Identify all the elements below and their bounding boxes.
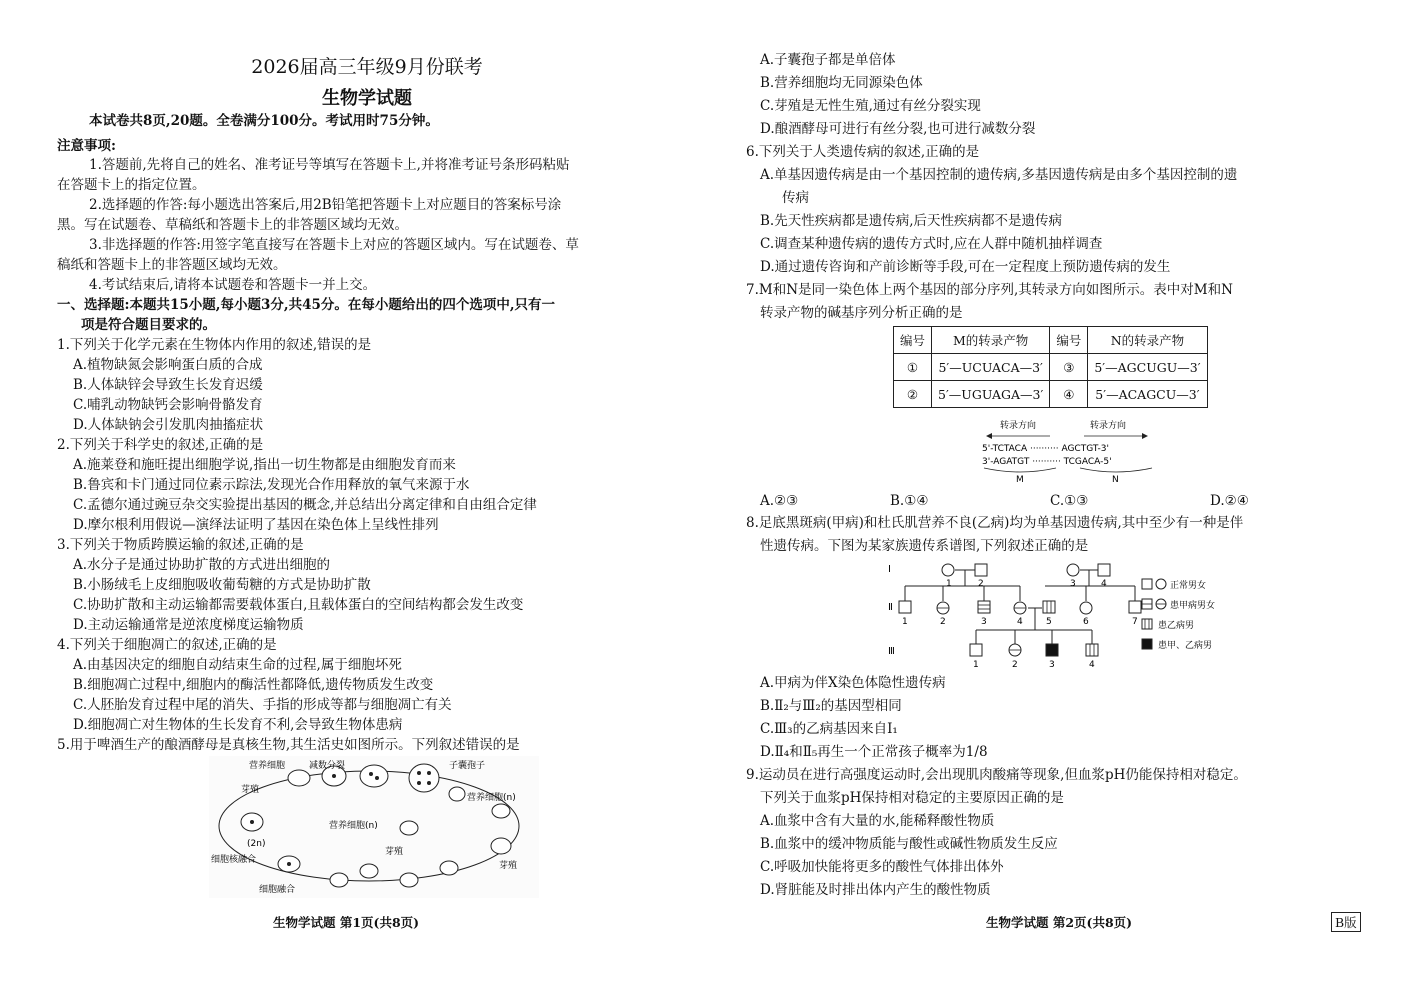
transcription-direction-label: 转录方向 (1000, 421, 1037, 431)
page-footer: 生物学试题 第1页(共8页) (273, 915, 420, 930)
q7-table (893, 326, 1208, 408)
option: A.②③ (760, 493, 799, 509)
fig5-label: 细胞融合 (259, 885, 296, 895)
page-footer: 生物学试题 第2页(共8页) (986, 915, 1133, 930)
option: B.细胞凋亡过程中,细胞内的酶活性都降低,遗传物质发生改变 (73, 677, 434, 693)
option: B.鲁宾和卡门通过同位素示踪法,发现光合作用释放的氧气来源于水 (73, 477, 470, 493)
option: D.人体缺钠会引发肌肉抽搐症状 (73, 417, 264, 433)
gene-label: M (1016, 475, 1024, 485)
pedigree-num: 1 (902, 617, 908, 627)
fig5-label: 芽殖 (241, 785, 260, 795)
option: C.协助扩散和主动运输都需要载体蛋白,且载体蛋白的空间结构都会发生改变 (73, 597, 524, 613)
table-cell: 5′—UCUACA—3′ (932, 354, 1050, 381)
yeast-life-cycle-figure (209, 756, 539, 898)
exam-info: 本试卷共8页,20题。全卷满分100分。考试用时75分钟。 (89, 113, 439, 129)
option: D.细胞凋亡对生物体的生长发育不利,会导致生物体患病 (73, 717, 403, 733)
table-cell: ① (894, 354, 932, 381)
pedigree-num: 7 (1132, 617, 1138, 627)
option: D.摩尔根利用假说—演绎法证明了基因在染色体上呈线性排列 (73, 517, 439, 533)
option: A.单基因遗传病是由一个基因控制的遗传病,多基因遗传病是由多个基因控制的遗 (760, 167, 1238, 183)
option: A.植物缺氮会影响蛋白质的合成 (73, 357, 263, 373)
notice-line: 稿纸和答题卡上的非答题区域均无效。 (57, 257, 287, 273)
fig5-label: 减数分裂 (309, 761, 346, 771)
generation-label: Ⅰ (888, 564, 891, 575)
question-stem: 3.下列关于物质跨膜运输的叙述,正确的是 (57, 537, 304, 553)
generation-label: Ⅲ (888, 646, 895, 657)
option: B.①④ (890, 493, 929, 509)
notice-line: 1.答题前,先将自己的姓名、准考证号等填写在答题卡上,并将准考证号条形码粘贴 (89, 157, 570, 173)
fig5-label: 营养细胞(n) (329, 821, 378, 831)
version-badge: B版 (1331, 912, 1361, 932)
pedigree-num: 4 (1101, 579, 1107, 589)
table-cell: 5′—ACAGCU—3′ (1088, 381, 1207, 408)
option: D.肾脏能及时排出体内产生的酸性物质 (760, 882, 991, 898)
pedigree-num: 1 (946, 579, 952, 589)
table-header: N的转录产物 (1088, 327, 1207, 354)
option: C.Ⅲ₃的乙病基因来自Ⅰ₁ (760, 721, 898, 737)
pedigree-figure (880, 558, 1240, 668)
table-cell: 5′—UGUAGA—3′ (932, 381, 1050, 408)
pedigree-num: 2 (940, 617, 946, 627)
pedigree-num: 3 (981, 617, 987, 627)
dna-strand-bottom: 3'-AGATGT ·········· TCGACA-5' (982, 457, 1112, 467)
notice-line: 4.考试结束后,请将本试题卷和答题卡一并上交。 (89, 277, 377, 293)
gene-label: N (1112, 475, 1119, 485)
pedigree-num: 6 (1083, 617, 1089, 627)
table-cell: ② (894, 381, 932, 408)
option: A.由基因决定的细胞自动结束生命的过程,属于细胞坏死 (73, 657, 402, 673)
option: B.营养细胞均无同源染色体 (760, 75, 923, 91)
option: A.水分子是通过协助扩散的方式进出细胞的 (73, 557, 331, 573)
pedigree-num: 2 (978, 579, 984, 589)
table-header: 编号 (894, 327, 932, 354)
table-header: M的转录产物 (932, 327, 1050, 354)
option: 传病 (782, 190, 809, 206)
option: C.哺乳动物缺钙会影响骨骼发育 (73, 397, 263, 413)
fig5-label: 子囊孢子 (449, 761, 486, 771)
notice-line: 在答题卡上的指定位置。 (57, 177, 206, 193)
exam-subject: 生物学试题 (322, 88, 412, 109)
pedigree-num: 3 (1049, 660, 1055, 668)
notice-line: 2.选择题的作答:每小题选出答案后,用2B铅笔把答题卡上对应题目的答案标号涂 (89, 197, 562, 213)
table-cell: ③ (1050, 354, 1088, 381)
question-stem: 7.M和N是同一染色体上两个基因的部分序列,其转录方向如图所示。表中对M和N (746, 282, 1233, 298)
option: C.孟德尔通过豌豆杂交实验提出基因的概念,并总结出分离定律和自由组合定律 (73, 497, 537, 513)
option: D.酿酒酵母可进行有丝分裂,也可进行减数分裂 (760, 121, 1036, 137)
option: A.子囊孢子都是单倍体 (760, 52, 896, 68)
pedigree-legend: 患甲病男女 (1170, 601, 1216, 611)
question-stem: 6.下列关于人类遗传病的叙述,正确的是 (746, 144, 980, 160)
exam-title: 2026届高三年级9月份联考 (251, 56, 483, 78)
question-stem: 9.运动员在进行高强度运动时,会出现肌肉酸痛等现象,但血浆pH仍能保持相对稳定。 (746, 767, 1247, 783)
fig5-label: 芽殖 (499, 861, 518, 871)
option: A.施莱登和施旺提出细胞学说,指出一切生物都是由细胞发育而来 (73, 457, 456, 473)
gene-sequence-figure (980, 416, 1160, 486)
dna-strand-top: 5'-TCTACA ·········· AGCTGT-3' (982, 444, 1109, 454)
question-stem: 8.足底黑斑病(甲病)和杜氏肌营养不良(乙病)均为单基因遗传病,其中至少有一种是伴 (746, 515, 1244, 531)
option: C.呼吸加快能将更多的酸性气体排出体外 (760, 859, 1004, 875)
pedigree-num: 4 (1089, 660, 1095, 668)
option: D.Ⅱ₄和Ⅱ₅再生一个正常孩子概率为1/8 (760, 744, 988, 760)
option: A.血浆中含有大量的水,能稀释酸性物质 (760, 813, 995, 829)
notice-line: 黑。写在试题卷、草稿纸和答题卡上的非答题区域均无效。 (57, 217, 408, 233)
pedigree-num: 3 (1070, 579, 1076, 589)
transcription-direction-label: 转录方向 (1090, 421, 1127, 431)
generation-label: Ⅱ (888, 602, 893, 613)
option: C.调查某种遗传病的遗传方式时,应在人群中随机抽样调查 (760, 236, 1103, 252)
option: D.②④ (1210, 493, 1249, 509)
question-stem: 转录产物的碱基序列分析正确的是 (760, 305, 963, 321)
table-cell: ④ (1050, 381, 1088, 408)
fig5-label: 营养细胞(n) (467, 793, 516, 803)
section-heading: 项是符合题目要求的。 (81, 317, 216, 333)
question-stem: 性遗传病。下图为某家族遗传系谱图,下列叙述正确的是 (760, 538, 1089, 554)
fig5-label: (2n) (247, 839, 266, 849)
option: C.芽殖是无性生殖,通过有丝分裂实现 (760, 98, 981, 114)
pedigree-num: 1 (973, 660, 979, 668)
notice-line: 3.非选择题的作答:用签字笔直接写在答题卡上对应的答题区域内。写在试题卷、草 (89, 237, 579, 253)
question-stem: 5.用于啤酒生产的酿酒酵母是真核生物,其生活史如图所示。下列叙述错误的是 (57, 737, 520, 753)
option: D.通过遗传咨询和产前诊断等手段,可在一定程度上预防遗传病的发生 (760, 259, 1171, 275)
option: C.①③ (1050, 493, 1089, 509)
option: B.人体缺锌会导致生长发育迟缓 (73, 377, 263, 393)
pedigree-num: 5 (1046, 617, 1052, 627)
pedigree-num: 4 (1017, 617, 1023, 627)
pedigree-num: 2 (1012, 660, 1018, 668)
question-stem: 下列关于血浆pH保持相对稳定的主要原因正确的是 (760, 790, 1064, 806)
fig5-label: 芽殖 (385, 847, 404, 857)
question-stem: 4.下列关于细胞凋亡的叙述,正确的是 (57, 637, 277, 653)
pedigree-legend: 患乙病男 (1158, 621, 1195, 631)
notice-title: 注意事项: (57, 138, 116, 154)
option: B.先天性疾病都是遗传病,后天性疾病都不是遗传病 (760, 213, 1063, 229)
table-cell: 5′—AGCUGU—3′ (1088, 354, 1207, 381)
pedigree-legend: 患甲、乙病男 (1158, 641, 1213, 651)
option: B.血浆中的缓冲物质能与酸性或碱性物质发生反应 (760, 836, 1058, 852)
table-header: 编号 (1050, 327, 1088, 354)
option: D.主动运输通常是逆浓度梯度运输物质 (73, 617, 304, 633)
fig5-label: 营养细胞 (249, 761, 286, 771)
section-heading: 一、选择题:本题共15小题,每小题3分,共45分。在每小题给出的四个选项中,只有一 (57, 297, 556, 313)
option: A.甲病为伴X染色体隐性遗传病 (760, 675, 946, 691)
question-stem: 2.下列关于科学史的叙述,正确的是 (57, 437, 264, 453)
option: C.人胚胎发育过程中尾的消失、手指的形成等都与细胞凋亡有关 (73, 697, 452, 713)
option: B.小肠绒毛上皮细胞吸收葡萄糖的方式是协助扩散 (73, 577, 371, 593)
option: B.Ⅱ₂与Ⅲ₂的基因型相同 (760, 698, 902, 714)
fig5-label: 细胞核融合 (211, 855, 257, 865)
question-stem: 1.下列关于化学元素在生物体内作用的叙述,错误的是 (57, 337, 372, 353)
pedigree-legend: 正常男女 (1170, 581, 1207, 591)
